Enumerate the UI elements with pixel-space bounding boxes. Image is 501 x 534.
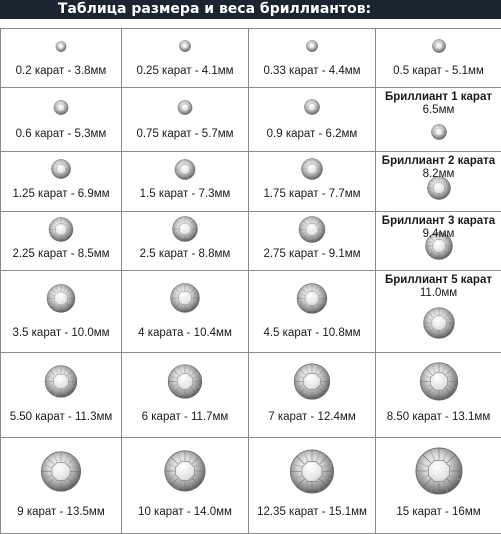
diamond-icon (45, 365, 78, 398)
carat-size-label: 11.0мм (419, 287, 458, 300)
size-cell (376, 152, 501, 211)
diamond-icon (164, 450, 206, 492)
size-cell (1, 437, 122, 533)
size-caption (249, 248, 375, 261)
size-cell (122, 271, 249, 353)
size-caption (122, 411, 248, 424)
size-caption (122, 65, 248, 78)
carat-size-label: 6.5мм (422, 104, 455, 117)
carat-heading: Бриллиант 1 карат (384, 91, 492, 104)
diamond-icon (175, 159, 196, 180)
diamond-icon (51, 159, 71, 179)
diamond-icon (294, 363, 331, 400)
carat-size-label: 4.5 карат - 10.8мм (263, 327, 361, 340)
size-caption (376, 274, 501, 300)
diamond-icon (297, 283, 328, 314)
size-cell (249, 353, 376, 438)
carat-size-label: 6 карат - 11.7мм (141, 411, 229, 424)
table-row (1, 29, 501, 88)
size-cell (1, 29, 122, 88)
table-row (1, 152, 501, 211)
page-title: Таблица размера и веса бриллиантов: (57, 1, 372, 17)
diamond-icon (290, 449, 335, 494)
size-cell (249, 152, 376, 211)
carat-size-label: 0.2 карат - 3.8мм (15, 65, 107, 77)
carat-heading: Бриллиант 2 карата (381, 155, 496, 168)
diamond-icon (432, 39, 446, 53)
diamond-icon (172, 216, 198, 242)
carat-size-label: 0.9 карат - 6.2мм (266, 128, 358, 141)
size-cell (376, 88, 501, 152)
size-cell (376, 271, 501, 353)
size-caption (122, 327, 248, 340)
carat-size-label: 5.50 карат - 11.3мм (9, 411, 113, 424)
diamond-icon (49, 217, 74, 242)
table-row (1, 211, 501, 270)
size-cell (122, 88, 249, 152)
size-caption (249, 327, 375, 340)
size-caption (376, 91, 501, 117)
carat-size-label: 9 карат - 13.5мм (17, 505, 105, 518)
carat-size-label: 8.2мм (422, 168, 455, 181)
size-caption (122, 248, 248, 261)
size-cell (1, 353, 122, 438)
size-caption (1, 506, 121, 519)
size-cell (1, 271, 122, 353)
size-caption (249, 506, 375, 519)
size-cell (1, 152, 122, 211)
size-cell (1, 88, 122, 152)
size-caption (1, 128, 121, 141)
size-cell (1, 211, 122, 270)
carat-size-label: 1.5 карат - 7.3мм (139, 188, 231, 201)
carat-size-label: 3.5 карат - 10.0мм (12, 327, 110, 340)
size-cell (122, 152, 249, 211)
size-cell (122, 353, 249, 438)
size-caption (1, 188, 121, 201)
carat-heading: Бриллиант 3 карата (381, 214, 496, 227)
size-caption (376, 65, 501, 78)
size-caption (122, 128, 248, 141)
size-caption (1, 248, 121, 261)
carat-size-label: 15 карат - 16мм (396, 505, 481, 518)
size-cell (376, 29, 501, 88)
diamond-icon (306, 40, 318, 52)
size-caption (249, 188, 375, 201)
size-caption (376, 215, 501, 241)
size-cell (376, 437, 501, 533)
size-caption (1, 327, 121, 340)
size-cell (376, 211, 501, 270)
table-row (1, 271, 501, 353)
table-row (1, 88, 501, 152)
size-caption (1, 65, 121, 78)
carat-size-label: 1.25 карат - 6.9мм (12, 188, 110, 201)
diamond-icon (41, 451, 82, 492)
diamond-icon (54, 100, 69, 115)
diamond-icon (431, 124, 447, 140)
carat-size-label: 2.25 карат - 8.5мм (12, 247, 110, 260)
size-caption (1, 411, 121, 424)
carat-size-label: 0.5 карат - 5.1мм (393, 65, 484, 77)
diamond-icon (170, 283, 200, 313)
diamond-icon (168, 364, 203, 399)
carat-size-label: 8.50 карат - 13.1мм (386, 411, 491, 424)
carat-size-label: 0.6 карат - 5.3мм (15, 128, 107, 141)
diamond-icon (299, 216, 326, 243)
title-bar (0, 0, 501, 19)
diamond-icon (419, 362, 458, 401)
size-caption (249, 128, 375, 141)
size-cell (122, 211, 249, 270)
carat-size-label: 2.75 карат - 9.1мм (263, 247, 361, 260)
diamond-icon (415, 447, 463, 495)
size-cell (249, 88, 376, 152)
size-cell (249, 211, 376, 270)
diamond-icon (47, 284, 76, 313)
size-cell (122, 29, 249, 88)
carat-size-label: 12.35 карат - 15.1мм (257, 505, 367, 518)
carat-size-label: 2.5 карат - 8.8мм (139, 247, 231, 260)
diamond-icon (178, 100, 193, 115)
carat-heading: Бриллиант 5 карат (384, 274, 492, 287)
size-caption (376, 506, 501, 519)
size-caption (249, 411, 375, 424)
carat-size-label: 1.75 карат - 7.7мм (263, 188, 361, 201)
carat-size-label: 0.33 карат - 4.4мм (263, 65, 361, 77)
size-cell (249, 271, 376, 353)
size-caption (376, 155, 501, 181)
carat-size-label: 7 карат - 12.4мм (268, 411, 356, 424)
size-caption (122, 506, 248, 519)
size-cell (376, 353, 501, 438)
carat-size-label: 9.4мм (422, 227, 455, 240)
diamond-icon (179, 40, 191, 52)
diamond-icon (301, 158, 323, 180)
carat-size-label: 10 карат - 14.0мм (138, 505, 232, 518)
carat-size-label: 0.25 карат - 4.1мм (136, 65, 234, 77)
diamond-icon (304, 99, 320, 115)
diamond-icon (423, 307, 455, 339)
table-row (1, 437, 501, 533)
size-cell (122, 437, 249, 533)
size-weight-table (0, 28, 501, 534)
carat-size-label: 4 карата - 10.4мм (138, 327, 232, 340)
size-caption (376, 411, 501, 424)
size-cell (249, 437, 376, 533)
table-row (1, 353, 501, 438)
size-caption (249, 65, 375, 78)
size-caption (122, 188, 248, 201)
size-cell (249, 29, 376, 88)
carat-size-label: 0.75 карат - 5.7мм (136, 128, 234, 141)
diamond-icon (56, 41, 67, 52)
